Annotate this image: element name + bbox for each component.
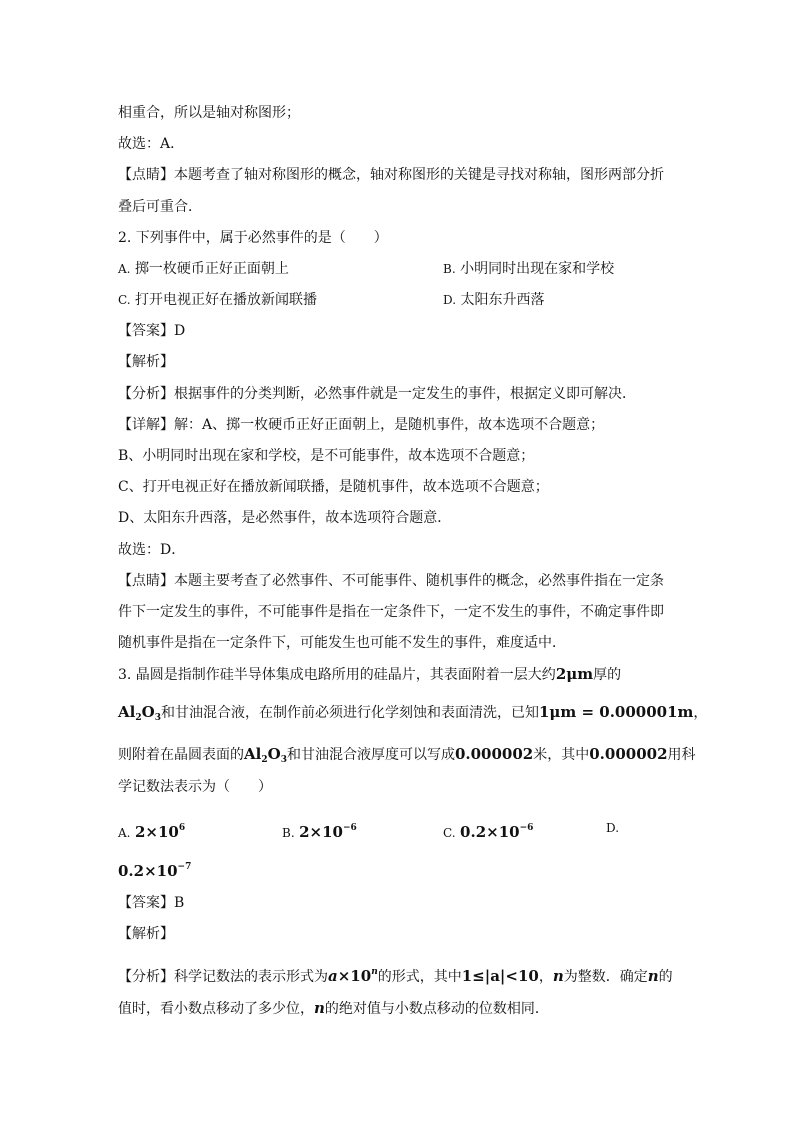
math-n: n bbox=[314, 999, 325, 1017]
q3-option-c: C. $0.2\times 10^{-6}$ bbox=[443, 823, 534, 841]
q3-stem-line1: 3. 晶圆是指制作硅半导体集成电路所用的硅晶片，其表面附着一层大约2μm厚的 bbox=[118, 665, 622, 683]
math-number: 0.000002 bbox=[589, 745, 668, 763]
q2-choice: 故选：D． bbox=[118, 542, 186, 558]
q1-comment-line2: 叠后可重合． bbox=[118, 199, 202, 215]
math-n: n bbox=[647, 967, 659, 985]
q3-stem-line4: 学记数法表示为（ ） bbox=[118, 779, 272, 795]
q2-comment-line2: 件下一定发生的事件，不可能事件是指在一定条件下，一定不发生的事件，不确定事件即 bbox=[118, 604, 664, 620]
math-um-equation: 1μm = 0.000001m bbox=[538, 703, 694, 721]
q2-comment-line3: 随机事件是指在一定条件下，可能发生也可能不发生的事件，难度适中． bbox=[118, 635, 566, 651]
math-range: 1≤|a|<10 bbox=[461, 967, 539, 985]
q2-option-a: A. 掷一枚硬币正好正面朝上 bbox=[118, 261, 289, 277]
q3-option-d-label: D. bbox=[606, 821, 620, 835]
q3-stem-line2: $Al_2O_3$和甘油混合液，在制作前必须进行化学刻蚀和表面清洗，已知1μm = 0.000001m， bbox=[118, 703, 708, 723]
math-al2o3: $Al_2O_3$ bbox=[244, 745, 287, 765]
q3-analysis-heading: 【解析】 bbox=[118, 926, 174, 942]
q3-option-a: A. $2\times 10^6$ bbox=[118, 823, 186, 841]
q2-detail-line1: 【详解】解：A、掷一枚硬币正好正面朝上，是随机事件，故本选项不合题意； bbox=[118, 417, 605, 433]
q2-analysis-heading: 【解析】 bbox=[118, 354, 174, 370]
q3-analysis-line2: 值时，看小数点移动了多少位，n的绝对值与小数点移动的位数相同． bbox=[118, 999, 549, 1017]
math-al2o3: $Al_2O_3$ bbox=[118, 703, 161, 723]
q2-option-d: D. 太阳东升西落 bbox=[443, 292, 545, 308]
q2-comment-line1: 【点睛】本题主要考查了必然事件、不可能事件、随机事件的概念，必然事件指在一定条 bbox=[118, 573, 664, 589]
q3-stem-line3: 则附着在晶圆表面的$Al_2O_3$和甘油混合液厚度可以写成0.000002米，其中0.000002用科 bbox=[118, 745, 696, 765]
q3-analysis-line1: 【分析】科学记数法的表示形式为$a\times 10^n$的形式，其中1≤|a|<10，n为整数．确定n的 bbox=[118, 967, 673, 985]
q3-option-d-value: $0.2\times 10^{-7}$ bbox=[118, 862, 192, 880]
q2-answer: 【答案】D bbox=[118, 323, 186, 339]
math-number: 0.000002 bbox=[454, 745, 534, 763]
q3-option-b: B. $2\times 10^{-6}$ bbox=[282, 823, 357, 841]
math-a: a bbox=[328, 967, 338, 985]
q2-analysis: 【分析】根据事件的分类判断，必然事件就是一定发生的事件，根据定义即可解决． bbox=[118, 386, 636, 402]
comment-label: 【点睛】 bbox=[118, 167, 174, 183]
q2-detail-line4: D、太阳东升西落，是必然事件，故本选项符合题意． bbox=[118, 510, 452, 526]
q3-answer: 【答案】B bbox=[118, 895, 185, 911]
q2-option-c: C. 打开电视正好在播放新闻联播 bbox=[118, 292, 318, 308]
q2-stem: 2. 下列事件中，属于必然事件的是（ ） bbox=[118, 230, 388, 246]
q1-comment-line1: 【点睛】本题考查了轴对称图形的概念，轴对称图形的关键是寻找对称轴，图形两部分折 bbox=[118, 167, 664, 183]
q1-line: 相重合，所以是轴对称图形； bbox=[118, 105, 300, 121]
math-n: n bbox=[552, 967, 564, 985]
q2-option-b: B. 小明同时出现在家和学校 bbox=[443, 261, 615, 277]
q2-detail-line3: C、打开电视正好在播放新闻联播，是随机事件，故本选项不合题意； bbox=[118, 479, 549, 495]
q2-detail-line2: B、小明同时出现在家和学校，是不可能事件，故本选项不合题意； bbox=[118, 448, 535, 464]
q1-choice: 故选：A． bbox=[118, 136, 185, 152]
math-2um: 2μm bbox=[555, 665, 594, 683]
